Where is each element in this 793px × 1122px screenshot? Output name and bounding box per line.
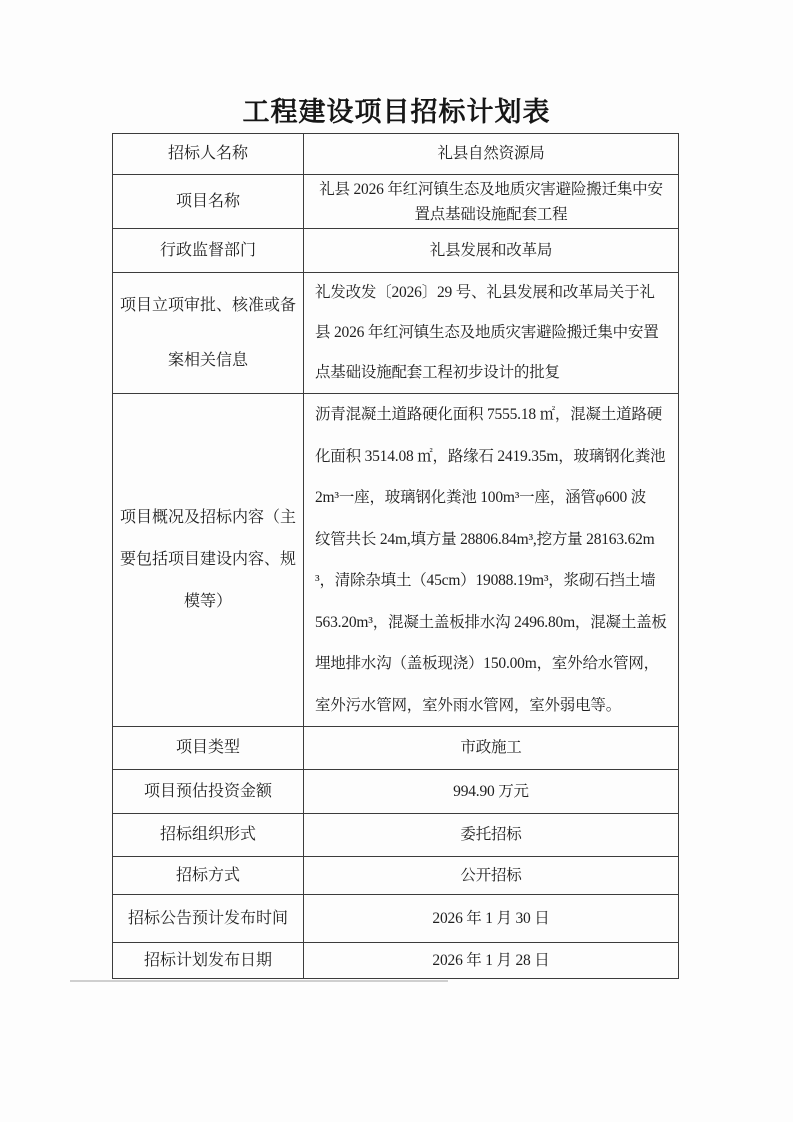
value-line: 563.20m³，混凝土盖板排水沟 2496.80m，混凝土盖板 — [315, 613, 667, 631]
label-line: 项目预估投资金额 — [143, 782, 272, 800]
table-row-tenderer-name — [113, 134, 679, 175]
label-line: 案相关信息 — [167, 352, 248, 369]
row-label — [113, 943, 304, 979]
label-line: 招标方式 — [175, 866, 240, 884]
value-line: 埋地排水沟（盖板现浇）150.00m，室外给水管网， — [315, 655, 659, 672]
value-line: 礼县发展和改革局 — [429, 241, 553, 259]
value-line: 礼县自然资源局 — [437, 145, 545, 162]
row-label — [113, 814, 304, 857]
scan-artifact-streak — [70, 980, 448, 982]
bidding-plan-table — [112, 133, 679, 979]
value-line: ³，清除杂填土（45cm）19088.19m³，浆砌石挡土墙 — [315, 572, 656, 589]
value-line: 县 2026 年红河镇生态及地质灾害避险搬迁集中安置 — [315, 324, 659, 341]
value-line: 市政施工 — [460, 739, 522, 756]
table-row-project-overview — [113, 394, 679, 727]
row-value — [304, 770, 679, 814]
table-row-announcement-expected-date — [113, 895, 679, 943]
value-line: 2026 年 1 月 28 日 — [432, 951, 550, 969]
table-row-tender-method — [113, 857, 679, 895]
value-line: 化面积 3514.08 ㎡，路缘石 2419.35m，玻璃钢化粪池 — [315, 447, 666, 465]
label-line: 招标组织形式 — [159, 826, 256, 843]
row-label — [113, 175, 304, 229]
page-title: 工程建设项目招标计划表 — [242, 97, 551, 127]
plan-table-body — [113, 134, 679, 979]
value-line: 点基础设施配套工程初步设计的批复 — [315, 364, 560, 381]
label-line: 项目名称 — [175, 192, 240, 210]
value-line: 纹管共长 24m,填方量 28806.84m³,挖方量 28163.62m — [315, 530, 655, 548]
row-value — [304, 814, 679, 857]
value-line: 礼县 2026 年红河镇生态及地质灾害避险搬迁集中安 — [319, 180, 663, 198]
label-line: 招标计划发布日期 — [143, 951, 272, 969]
row-label — [113, 229, 304, 273]
row-label — [113, 273, 304, 394]
label-line: 项目立项审批、核准或备 — [119, 297, 296, 314]
value-line: 2026 年 1 月 30 日 — [432, 909, 550, 927]
row-value — [304, 857, 679, 895]
label-line: 项目概况及招标内容（主 — [119, 509, 296, 526]
row-label — [113, 394, 304, 727]
row-value — [304, 229, 679, 273]
table-row-supervising-department — [113, 229, 679, 273]
table-row-project-name — [113, 175, 679, 229]
row-label — [113, 857, 304, 895]
label-line: 招标人名称 — [167, 145, 248, 162]
label-line: 招标公告预计发布时间 — [127, 909, 288, 927]
value-line: 沥青混凝土道路硬化面积 7555.18 ㎡，混凝土道路硬 — [315, 406, 663, 423]
row-value — [304, 394, 679, 727]
value-line: 994.90 万元 — [453, 782, 529, 800]
value-line: 2m³一座，玻璃钢化粪池 100m³一座，涵管φ600 波 — [315, 489, 647, 506]
label-line: 要包括项目建设内容、规 — [119, 551, 296, 568]
table-row-plan-publish-date — [113, 943, 679, 979]
row-value — [304, 943, 679, 979]
value-line: 委托招标 — [460, 826, 522, 843]
row-value — [304, 134, 679, 175]
row-value — [304, 727, 679, 770]
table-row-estimated-investment — [113, 770, 679, 814]
label-line: 模等） — [183, 593, 232, 610]
label-line: 行政监督部门 — [159, 241, 256, 259]
label-line: 项目类型 — [175, 739, 240, 756]
value-line: 室外污水管网，室外雨水管网，室外弱电等。 — [315, 696, 622, 714]
row-label — [113, 134, 304, 175]
row-label — [113, 895, 304, 943]
table-row-tender-organization-form — [113, 814, 679, 857]
table-row-project-type — [113, 727, 679, 770]
value-line: 公开招标 — [460, 866, 522, 884]
row-value — [304, 273, 679, 394]
row-label — [113, 770, 304, 814]
row-label — [113, 727, 304, 770]
value-line: 礼发改发〔2026〕29 号、礼县发展和改革局关于礼 — [315, 284, 655, 301]
row-value — [304, 895, 679, 943]
value-line: 置点基础设施配套工程 — [414, 205, 568, 223]
row-value — [304, 175, 679, 229]
table-row-approval-info — [113, 273, 679, 394]
